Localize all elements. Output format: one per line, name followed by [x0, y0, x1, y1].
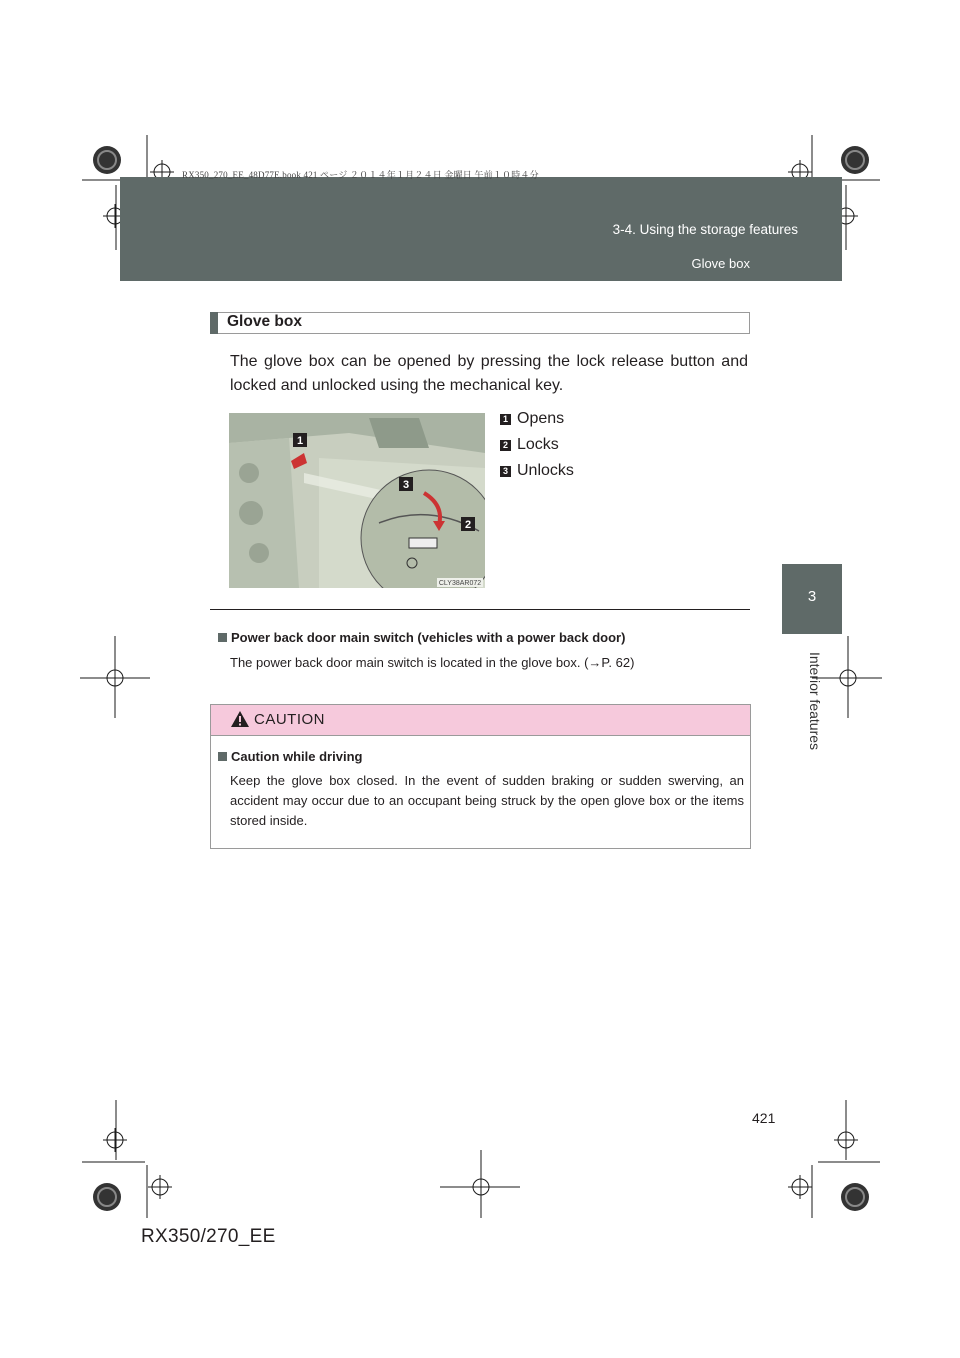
- subsection-title: Glove box: [691, 256, 750, 271]
- note-body: The power back door main switch is located in the glove box. (→P. 62): [230, 655, 635, 670]
- legend-number-icon: 1: [500, 414, 511, 425]
- figure-code: CLY38AR072: [438, 580, 482, 587]
- book-info: RX350_270_EE_48D77E.book 421 ページ ２０１４年１月２４日 金曜日 午前１０時４分: [182, 170, 539, 180]
- section-title: 3-4. Using the storage features: [612, 222, 798, 237]
- registration-target-bottom-left: [103, 1128, 127, 1152]
- legend-item-unlocks: [500, 462, 574, 480]
- registration-target-bottom-center: [440, 1150, 520, 1218]
- warning-triangle-icon: [230, 710, 250, 728]
- legend-label: Opens: [517, 410, 565, 427]
- legend-item-locks: [500, 436, 559, 454]
- square-bullet-icon: [218, 633, 227, 642]
- glove-box-illustration: [229, 413, 485, 588]
- note-title: [218, 630, 625, 645]
- caution-label: CAUTION: [254, 711, 325, 728]
- color-bar-wheel-bottom-right: [841, 1183, 869, 1211]
- callout-1: 1: [296, 435, 304, 447]
- section-heading: Glove box: [227, 313, 302, 330]
- color-bar-wheel-top-left: [93, 146, 121, 174]
- caution-title: [218, 749, 362, 764]
- callout-3: 3: [402, 479, 410, 491]
- legend-item-opens: [500, 410, 564, 428]
- registration-target-bottom-left-2: [148, 1175, 172, 1199]
- section-heading-bar: [210, 312, 218, 334]
- legend-number-icon: 3: [500, 466, 511, 477]
- legend-label: Locks: [517, 436, 559, 453]
- callout-2: 2: [464, 519, 472, 531]
- note-title-text: Power back door main switch (vehicles with a power back door): [231, 630, 626, 645]
- color-bar-wheel-top-right: [841, 146, 869, 174]
- registration-target-bottom-right: [834, 1128, 858, 1152]
- color-bar-wheel-bottom-left: [93, 1183, 121, 1211]
- caution-title-text: Caution while driving: [231, 749, 363, 764]
- model-name: RX350/270_EE: [141, 1226, 276, 1247]
- legend-label: Unlocks: [517, 462, 574, 479]
- page-number: 421: [752, 1110, 776, 1126]
- chapter-label: Interior features: [807, 651, 823, 751]
- square-bullet-icon: [218, 752, 227, 761]
- chapter-tab: 3: [782, 564, 842, 634]
- registration-target-mid-left: [80, 636, 150, 718]
- caution-body: Keep the glove box closed. In the event of sudden braking or sudden swerving, an accident may occur due to an occupant being struck by the open glove box or the items stored inside.: [230, 773, 744, 828]
- intro-text: The glove box can be opened by pressing the lock release button and locked and unlocked using the mechanical key.: [230, 353, 748, 394]
- legend-number-icon: 2: [500, 440, 511, 451]
- divider: [210, 609, 750, 610]
- registration-target-bottom-right-2: [788, 1175, 812, 1199]
